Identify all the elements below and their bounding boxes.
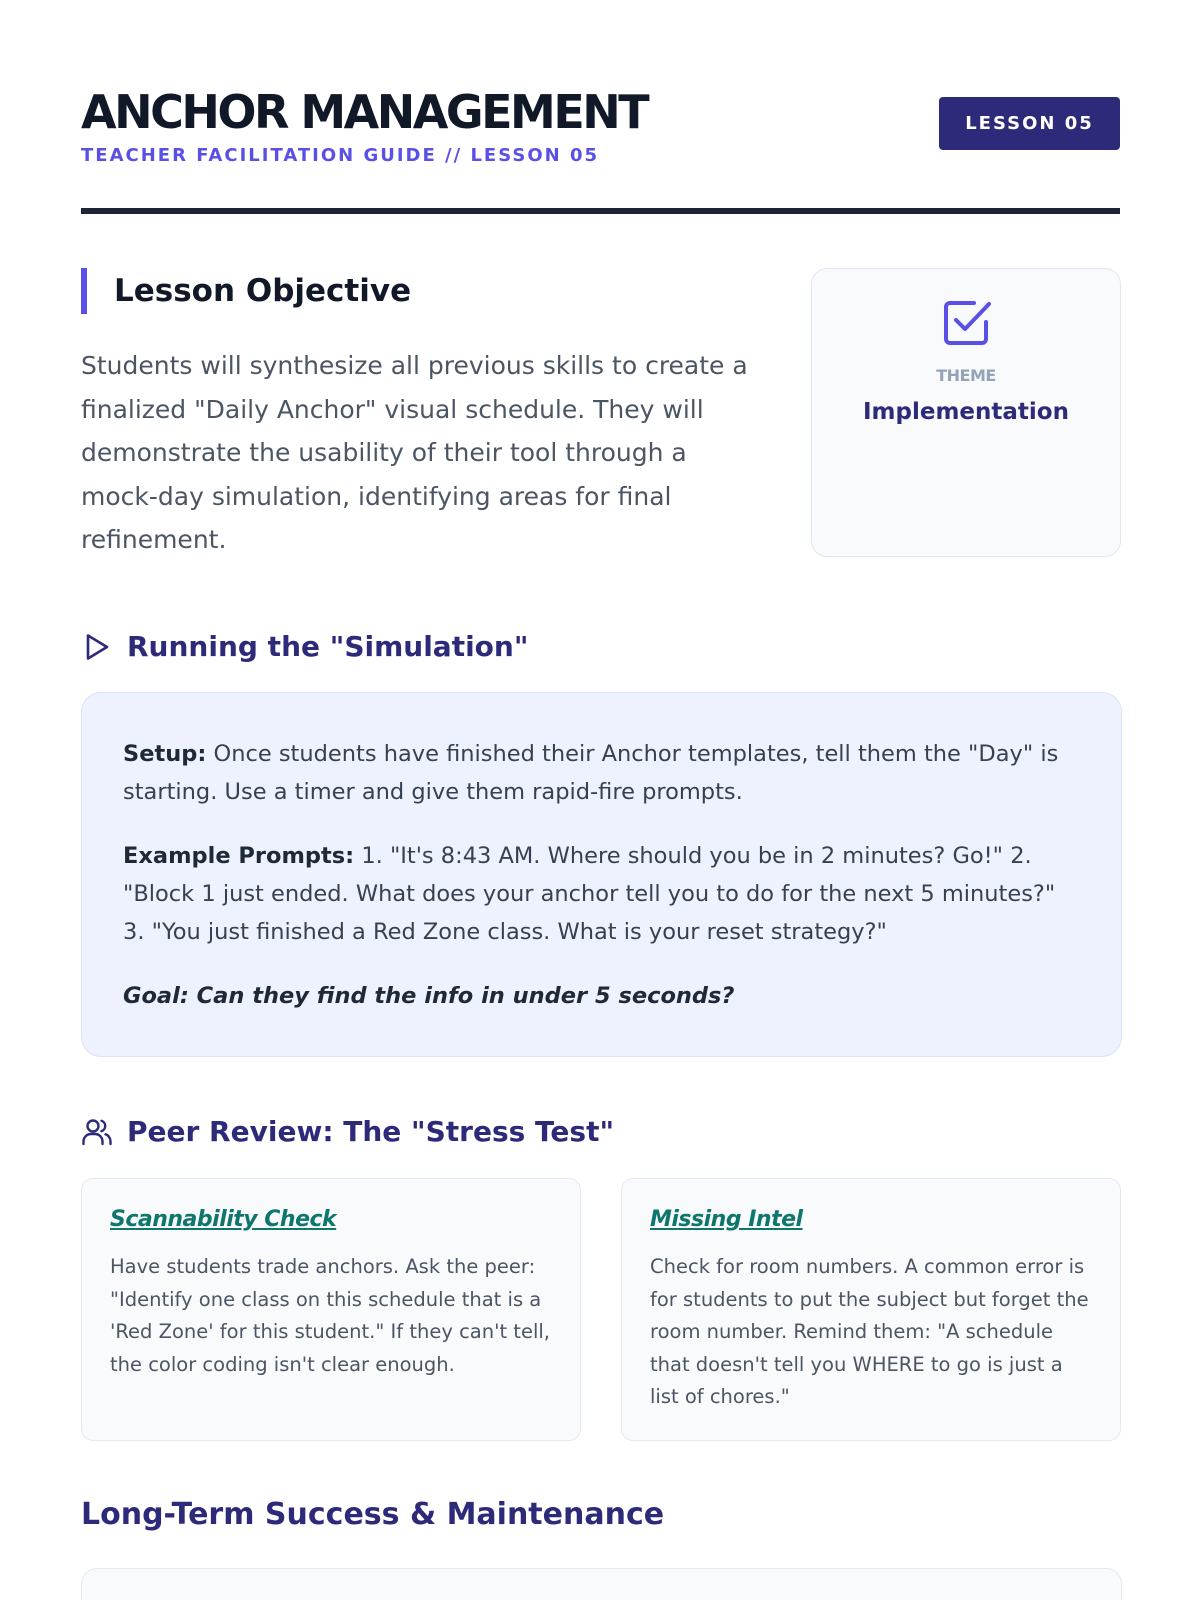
play-icon <box>81 631 113 663</box>
setup-paragraph <box>123 735 1080 811</box>
simulation-title: Running the "Simulation" <box>127 630 529 663</box>
users-icon <box>81 1116 113 1148</box>
peer-review-title: Peer Review: The "Stress Test" <box>127 1115 615 1148</box>
prompts-text: 1. "It's 8:43 AM. Where should you be in 2 minutes? Go!" 2. "Block 1 just ended. What does your anchor tell you to do for the next 5 minutes?" 3. "You just finished a Red Zone class. What is your reset strategy?" <box>123 843 1056 945</box>
theme-label: THEME <box>936 366 996 385</box>
long-term-box <box>81 1568 1122 1600</box>
peer-card-scannability <box>81 1178 581 1441</box>
long-term-heading: Long-Term Success & Maintenance <box>81 1497 665 1532</box>
prompts-paragraph <box>123 837 1080 951</box>
objective-heading <box>81 268 761 314</box>
page-subtitle: TEACHER FACILITATION GUIDE // LESSON 05 <box>81 145 600 166</box>
page-header <box>81 86 1120 214</box>
page-title: ANCHOR MANAGEMENT <box>81 85 648 139</box>
peer-card-text: Have students trade anchors. Ask the peer: "Identify one class on this schedule that is a 'Red Zone' for this student." If they can't tell, the color coding isn't clear enough. <box>110 1255 550 1376</box>
setup-label: Setup: <box>123 741 207 767</box>
objective-accent-bar <box>81 268 87 314</box>
simulation-goal: Goal: Can they find the info in under 5 seconds? <box>123 983 735 1009</box>
peer-review-heading <box>81 1115 614 1148</box>
prompts-label: Example Prompts: <box>123 843 355 869</box>
lesson-objective-section <box>81 268 761 562</box>
peer-card-text: Check for room numbers. A common error is for students to put the subject but forget the room number. Remind them: "A schedule that doesn't tell you WHERE to go is just a list of chores." <box>650 1255 1089 1408</box>
header-divider <box>81 208 1120 214</box>
checkbox-check-icon <box>942 299 992 347</box>
setup-text: Once students have finished their Anchor templates, tell them the "Day" is starting. Use a timer and give them rapid-fire prompts. <box>123 741 1059 805</box>
objective-title: Lesson Objective <box>114 273 412 309</box>
peer-card-title[interactable]: Scannability Check <box>110 1207 337 1232</box>
theme-value: Implementation <box>863 399 1069 425</box>
peer-card-title[interactable]: Missing Intel <box>650 1207 803 1232</box>
simulation-box <box>81 692 1122 1057</box>
simulation-heading <box>81 630 528 663</box>
lesson-badge: LESSON 05 <box>939 97 1120 150</box>
peer-card-missing-intel <box>621 1178 1121 1441</box>
theme-card <box>811 268 1121 557</box>
objective-text: Students will synthesize all previous skills to create a finalized "Daily Anchor" visual schedule. They will demonstrate the usability of their tool through a mock-day simulation, identifying areas for final refinement. <box>81 351 748 554</box>
